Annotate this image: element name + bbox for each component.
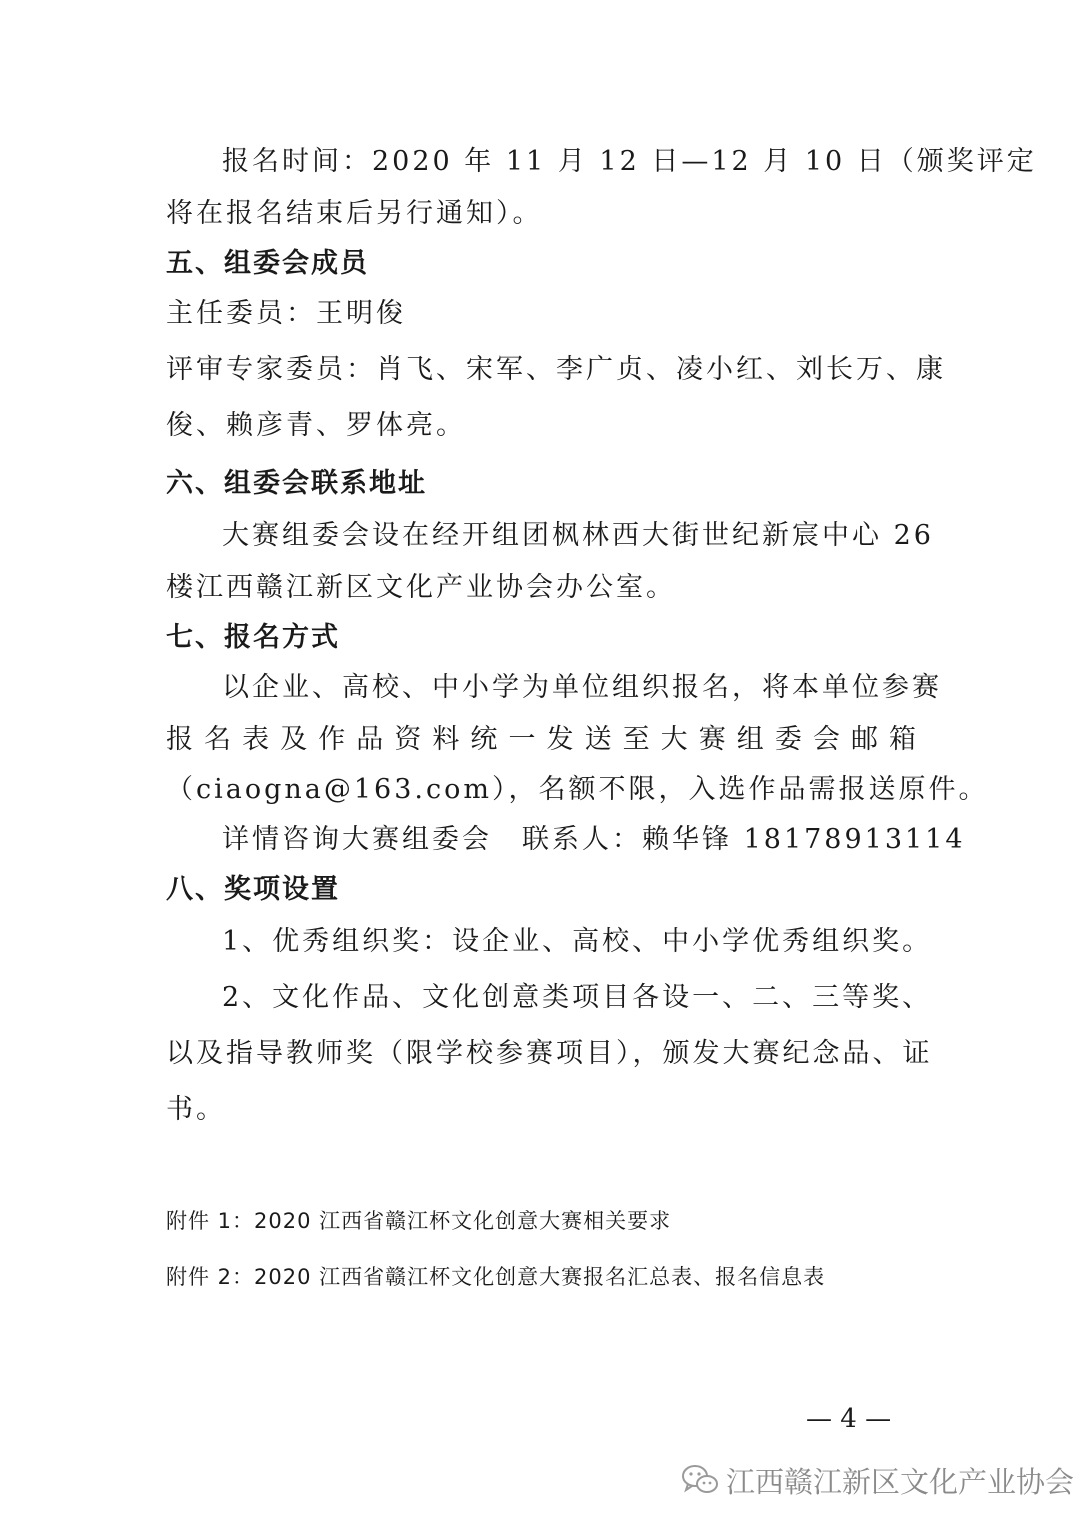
- page-number: — 4 —: [806, 1404, 892, 1434]
- registration-time-line-2: 将在报名结束后另行通知）。: [166, 198, 543, 229]
- section-heading-5: 五、组委会成员: [166, 248, 369, 279]
- address-line-1: 大赛组委会设在经开组团枫林西大街世纪新宸中心 26: [222, 520, 934, 551]
- experts-line-2: 俊、赖彦青、罗体亮。: [166, 410, 466, 441]
- attachment-2: 附件 2：2020 江西省赣江杯文化创意大赛报名汇总表、报名信息表: [166, 1265, 826, 1289]
- award-item-2-line-2: 以及指导教师奖（限学校参赛项目），颁发大赛纪念品、证: [166, 1038, 933, 1069]
- account-watermark: [680, 1460, 1074, 1500]
- section-heading-7: 七、报名方式: [166, 622, 340, 653]
- contact-line: 详情咨询大赛组委会 联系人：赖华锋 18178913114: [222, 824, 966, 855]
- section-heading-8: 八、奖项设置: [166, 874, 340, 905]
- section-heading-6: 六、组委会联系地址: [166, 468, 427, 499]
- registration-method-line-2: 报名表及作品资料统一发送至大赛组委会邮箱: [166, 724, 916, 755]
- experts-line-1: 评审专家委员：肖飞、宋军、李广贞、凌小红、刘长万、康: [166, 354, 946, 385]
- award-item-2-line-1: 2、文化作品、文化创意类项目各设一、二、三等奖、: [222, 982, 933, 1013]
- award-item-1: 1、优秀组织奖：设企业、高校、中小学优秀组织奖。: [222, 926, 933, 957]
- registration-method-line-1: 以企业、高校、中小学为单位组织报名，将本单位参赛: [222, 672, 942, 703]
- wechat-icon: [680, 1463, 720, 1497]
- director-line: 主任委员：王明俊: [166, 298, 406, 329]
- award-item-2-line-3: 书。: [166, 1094, 226, 1125]
- attachment-1: 附件 1：2020 江西省赣江杯文化创意大赛相关要求: [166, 1209, 672, 1233]
- registration-time-line-1: 报名时间：2020 年 11 月 12 日—12 月 10 日（颁奖评定: [222, 146, 1037, 177]
- watermark-text: 江西赣江新区文化产业协会: [726, 1464, 1075, 1499]
- registration-method-line-3: （ciaogna@163.com），名额不限，入选作品需报送原件。: [166, 774, 989, 805]
- address-line-2: 楼江西赣江新区文化产业协会办公室。: [166, 572, 676, 603]
